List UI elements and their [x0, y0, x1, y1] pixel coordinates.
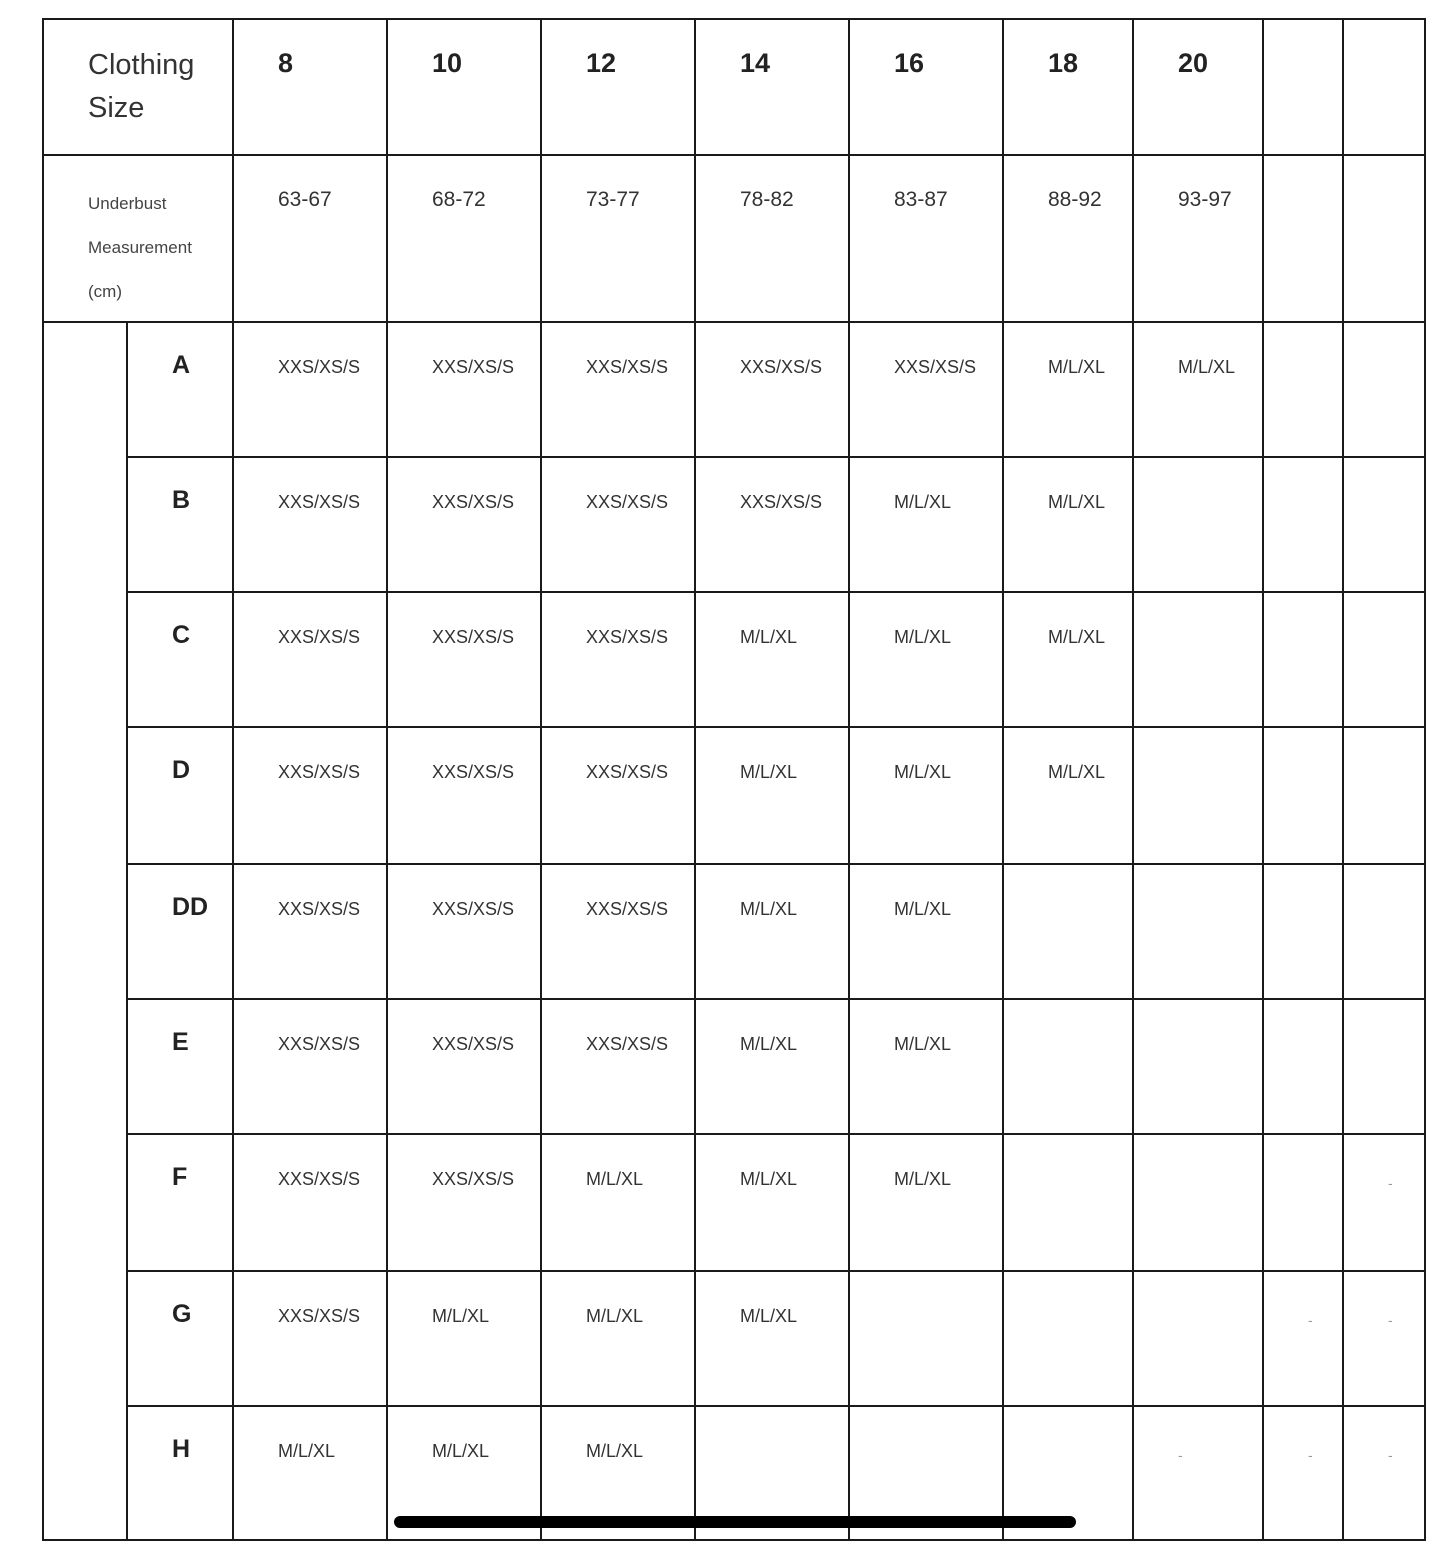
fit-value: XXS/XS/S — [586, 627, 669, 647]
fit-cell — [1133, 1134, 1263, 1271]
fit-cell — [233, 1271, 387, 1406]
underbust-value: 73-77 — [541, 155, 695, 322]
fit-cell — [233, 864, 387, 999]
fit-value: XXS/XS/S — [432, 357, 515, 377]
underbust-value: 83-87 — [849, 155, 1003, 322]
fit-cell — [1003, 1134, 1133, 1271]
fit-cell — [387, 1271, 541, 1406]
cup-label: B — [127, 457, 233, 592]
fit-cell — [1263, 999, 1343, 1134]
cup-row — [43, 999, 1425, 1134]
fit-cell — [1133, 999, 1263, 1134]
dash-cell — [1343, 1406, 1425, 1540]
underbust-value — [1263, 155, 1343, 322]
fit-cell — [1343, 457, 1425, 592]
size-header-8: 8 — [233, 19, 387, 155]
fit-cell — [1263, 864, 1343, 999]
fit-value: XXS/XS/S — [586, 1034, 669, 1054]
dash-mark: - — [1388, 1447, 1393, 1463]
fit-value: M/L/XL — [1048, 492, 1106, 512]
fit-value: M/L/XL — [432, 1441, 490, 1461]
fit-value: XXS/XS/S — [278, 492, 361, 512]
fit-value: XXS/XS/S — [278, 899, 361, 919]
fit-value: M/L/XL — [278, 1441, 336, 1461]
fit-cell — [1133, 592, 1263, 727]
cup-label: D — [127, 727, 233, 864]
fit-cell — [233, 322, 387, 457]
fit-value: M/L/XL — [894, 762, 952, 782]
fit-value: M/L/XL — [894, 899, 952, 919]
cup-row — [43, 727, 1425, 864]
fit-cell — [233, 999, 387, 1134]
fit-value: M/L/XL — [740, 762, 798, 782]
fit-value: M/L/XL — [586, 1441, 644, 1461]
fit-value: XXS/XS/S — [740, 357, 823, 377]
fit-cell — [695, 592, 849, 727]
fit-value: M/L/XL — [740, 1169, 798, 1189]
fit-cell — [695, 1271, 849, 1406]
fit-cell — [849, 1271, 1003, 1406]
fit-cell — [1003, 322, 1133, 457]
fit-cell — [849, 457, 1003, 592]
fit-cell — [1003, 457, 1133, 592]
fit-cell — [387, 592, 541, 727]
size-header-20: 20 — [1133, 19, 1263, 155]
fit-cell — [1133, 727, 1263, 864]
cup-label: H — [127, 1406, 233, 1540]
fit-cell — [1343, 322, 1425, 457]
fit-cell — [387, 727, 541, 864]
fit-cell — [1343, 864, 1425, 999]
clothing-size-label-line2: Size — [88, 92, 145, 124]
underbust-value: 93-97 — [1133, 155, 1263, 322]
fit-value: XXS/XS/S — [432, 492, 515, 512]
fit-cell — [541, 999, 695, 1134]
fit-cell — [1003, 864, 1133, 999]
fit-cell — [849, 592, 1003, 727]
clothing-size-label — [43, 19, 233, 155]
underbust-label — [43, 155, 233, 322]
size-header-empty-2 — [1343, 19, 1425, 155]
fit-value: XXS/XS/S — [278, 627, 361, 647]
dash-cell — [1343, 1271, 1425, 1406]
fit-value: XXS/XS/S — [278, 1169, 361, 1189]
cup-label: G — [127, 1271, 233, 1406]
fit-cell — [1263, 457, 1343, 592]
cup-row — [43, 457, 1425, 592]
fit-cell — [695, 1134, 849, 1271]
fit-value: XXS/XS/S — [432, 899, 515, 919]
dash-mark: - — [1388, 1312, 1393, 1328]
cup-row — [43, 322, 1425, 457]
fit-value: M/L/XL — [740, 627, 798, 647]
fit-value: M/L/XL — [894, 627, 952, 647]
fit-cell — [233, 1134, 387, 1271]
fit-cell — [1133, 1271, 1263, 1406]
dash-mark: - — [1388, 1175, 1393, 1191]
size-chart-table — [42, 18, 1426, 1541]
fit-cell — [1003, 999, 1133, 1134]
fit-cell — [1263, 322, 1343, 457]
fit-cell — [387, 457, 541, 592]
fit-cell — [541, 727, 695, 864]
fit-cell — [541, 1271, 695, 1406]
cup-label: DD — [127, 864, 233, 999]
fit-value: M/L/XL — [1048, 357, 1106, 377]
cup-row — [43, 1134, 1425, 1271]
cup-label: F — [127, 1134, 233, 1271]
dash-mark: - — [1308, 1312, 1313, 1328]
fit-value: XXS/XS/S — [586, 492, 669, 512]
cup-label: E — [127, 999, 233, 1134]
fit-cell — [695, 864, 849, 999]
fit-value: XXS/XS/S — [432, 1034, 515, 1054]
fit-cell — [1133, 864, 1263, 999]
fit-cell — [387, 864, 541, 999]
cup-row — [43, 1271, 1425, 1406]
fit-cell — [1343, 592, 1425, 727]
fit-cell — [1343, 999, 1425, 1134]
underbust-value — [1343, 155, 1425, 322]
fit-value: XXS/XS/S — [586, 357, 669, 377]
fit-cell — [1003, 592, 1133, 727]
fit-value: M/L/XL — [740, 1034, 798, 1054]
underbust-value: 63-67 — [233, 155, 387, 322]
fit-value: XXS/XS/S — [278, 762, 361, 782]
fit-cell — [387, 999, 541, 1134]
dash-cell — [1133, 1406, 1263, 1540]
cup-label: A — [127, 322, 233, 457]
fit-value: XXS/XS/S — [432, 762, 515, 782]
fit-cell — [849, 1134, 1003, 1271]
size-header-14: 14 — [695, 19, 849, 155]
fit-cell — [387, 1134, 541, 1271]
fit-value: XXS/XS/S — [740, 492, 823, 512]
underbust-row — [43, 155, 1425, 322]
cup-label: C — [127, 592, 233, 727]
fit-cell — [849, 727, 1003, 864]
fit-value: M/L/XL — [586, 1169, 644, 1189]
fit-cell — [1003, 727, 1133, 864]
fit-value: XXS/XS/S — [278, 1306, 361, 1326]
dash-cell — [1343, 1134, 1425, 1271]
fit-cell — [1003, 1271, 1133, 1406]
fit-value: XXS/XS/S — [894, 357, 977, 377]
fit-value: M/L/XL — [432, 1306, 490, 1326]
clothing-size-label-line1: Clothing — [88, 49, 195, 81]
size-header-empty-1 — [1263, 19, 1343, 155]
fit-value: XXS/XS/S — [432, 627, 515, 647]
cup-group-spacer — [43, 322, 127, 1540]
fit-value: M/L/XL — [894, 1169, 952, 1189]
header-row — [43, 19, 1425, 155]
home-indicator-bar[interactable] — [394, 1516, 1076, 1528]
fit-cell — [1263, 727, 1343, 864]
fit-value: M/L/XL — [1178, 357, 1236, 377]
size-header-12: 12 — [541, 19, 695, 155]
fit-cell — [541, 592, 695, 727]
fit-cell — [541, 322, 695, 457]
fit-cell — [233, 727, 387, 864]
fit-cell — [1343, 727, 1425, 864]
fit-cell — [849, 999, 1003, 1134]
fit-value: XXS/XS/S — [432, 1169, 515, 1189]
underbust-value: 78-82 — [695, 155, 849, 322]
cup-row — [43, 864, 1425, 999]
fit-cell — [387, 322, 541, 457]
fit-value: XXS/XS/S — [278, 357, 361, 377]
fit-cell — [1133, 457, 1263, 592]
dash-mark: - — [1308, 1447, 1313, 1463]
fit-cell — [849, 864, 1003, 999]
size-header-16: 16 — [849, 19, 1003, 155]
fit-value: XXS/XS/S — [586, 762, 669, 782]
fit-value: M/L/XL — [1048, 627, 1106, 647]
dash-mark: - — [1178, 1447, 1183, 1463]
underbust-value: 68-72 — [387, 155, 541, 322]
cup-row — [43, 592, 1425, 727]
size-header-18: 18 — [1003, 19, 1133, 155]
fit-value: M/L/XL — [894, 492, 952, 512]
size-header-10: 10 — [387, 19, 541, 155]
fit-cell — [695, 322, 849, 457]
fit-cell — [541, 457, 695, 592]
fit-cell — [695, 999, 849, 1134]
fit-value: XXS/XS/S — [586, 899, 669, 919]
fit-cell — [541, 1134, 695, 1271]
fit-cell — [1263, 1134, 1343, 1271]
fit-cell — [233, 457, 387, 592]
fit-cell — [541, 864, 695, 999]
fit-cell — [695, 727, 849, 864]
underbust-label-line3: (cm) — [88, 282, 122, 301]
fit-value: M/L/XL — [740, 1306, 798, 1326]
underbust-label-line1: Underbust — [88, 194, 167, 213]
fit-cell — [233, 592, 387, 727]
fit-value: M/L/XL — [586, 1306, 644, 1326]
fit-value: M/L/XL — [894, 1034, 952, 1054]
fit-value: M/L/XL — [1048, 762, 1106, 782]
fit-value: M/L/XL — [740, 899, 798, 919]
fit-cell — [1263, 592, 1343, 727]
underbust-value: 88-92 — [1003, 155, 1133, 322]
fit-cell — [233, 1406, 387, 1540]
fit-cell — [849, 322, 1003, 457]
fit-cell — [695, 457, 849, 592]
fit-cell — [1133, 322, 1263, 457]
fit-value: XXS/XS/S — [278, 1034, 361, 1054]
dash-cell — [1263, 1406, 1343, 1540]
dash-cell — [1263, 1271, 1343, 1406]
underbust-label-line2: Measurement — [88, 238, 192, 257]
